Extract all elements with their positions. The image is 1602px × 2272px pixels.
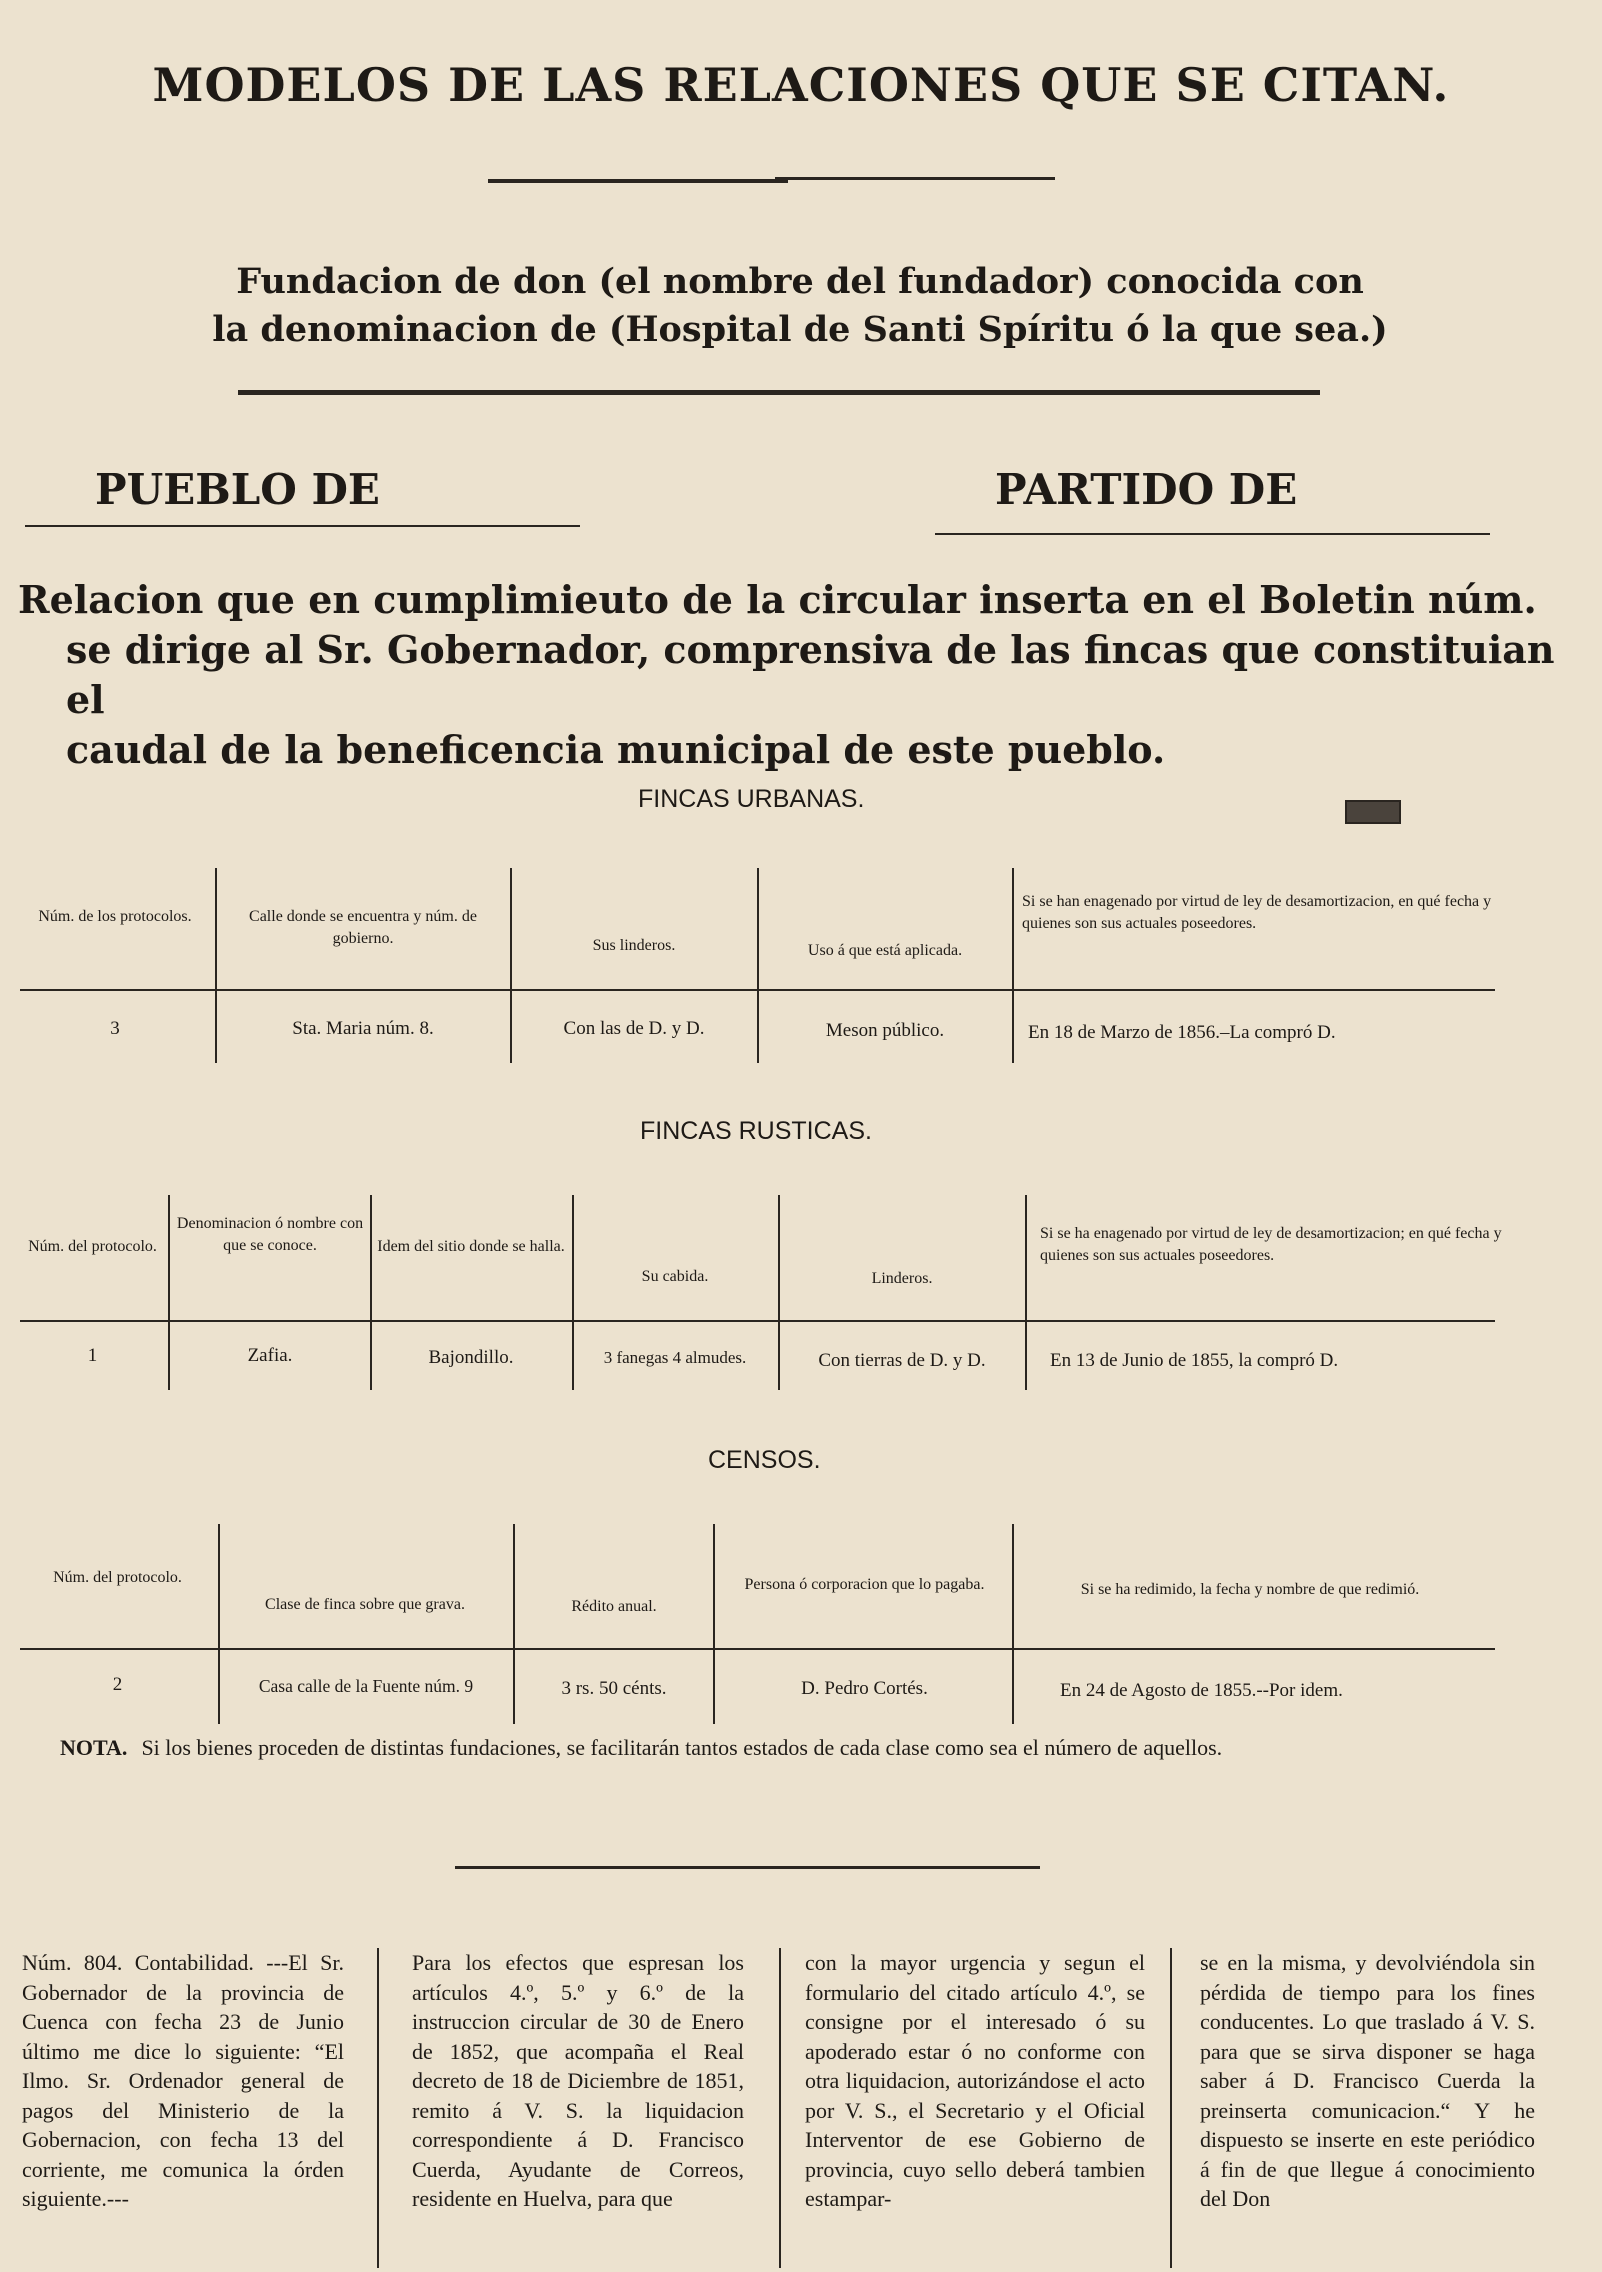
rusticas-header: Linderos.	[871, 1270, 933, 1287]
column-2: Para los efectos que espresan los artículos 4.º, 5.º y 6.º de la instruccion circular de 30 de Enero de 1852, que acompaña el Real decreto de 18 de Diciembre de 1851, remito á V. S. la liquidacion correspondiente á D. Francisco Cuerda, Ayudante de Correos, residente en Huelva, para que	[412, 1950, 744, 2211]
rusticas-cell: 3 fanegas 4 almudes.	[603, 1348, 747, 1367]
stamp-icon	[1345, 800, 1401, 824]
relacion-line-1: Relacion que en cumplimieuto de la circular inserta en el Boletin núm.	[18, 577, 1537, 622]
rusticas-header: Su cabida.	[641, 1268, 709, 1285]
censos-cell: D. Pedro Cortés.	[801, 1678, 928, 1699]
urbanas-header-rule	[20, 989, 1495, 991]
subtitle-line-1: Fundacion de don (el nombre del fundador) conocida con	[236, 261, 1364, 302]
nota-label: NOTA.	[60, 1735, 128, 1760]
rusticas-col-divider	[1025, 1195, 1027, 1390]
censos-col-divider	[513, 1524, 515, 1724]
urbanas-header: Si se han enagenado por virtud de ley de desamortizacion, en qué fecha y quienes son sus actuales poseedores.	[1022, 893, 1492, 932]
column-1: Núm. 804. Contabilidad. ---El Sr. Gobernador de la provincia de Cuenca con fecha 23 de Junio último me dice lo siguiente: “El Ilmo. Sr. Ordenador general de pagos del Ministerio de la Gobernacion, con fecha 13 del corriente, me comunica la órden siguiente.---	[22, 1950, 344, 2211]
page-title: MODELOS DE LAS RELACIONES QUE SE CITAN.	[152, 58, 1450, 112]
censos-header: Persona ó corporacion que lo pagaba.	[744, 1576, 985, 1593]
rusticas-header: Idem del sitio donde se halla.	[377, 1238, 565, 1255]
partido-rule	[935, 533, 1490, 535]
rusticas-col-divider	[168, 1195, 170, 1390]
urbanas-header: Calle donde se encuentra y núm. de gobierno.	[249, 908, 477, 947]
urbanas-header: Uso á que está aplicada.	[807, 942, 963, 959]
censos-header: Núm. del protocolo.	[53, 1569, 182, 1586]
title-rule	[488, 179, 788, 183]
subtitle-line-2: la denominacion de (Hospital de Santi Spíritu ó la que sea.)	[212, 309, 1388, 350]
censos-col-divider	[713, 1524, 715, 1724]
foundation-subtitle	[100, 258, 1500, 354]
urbanas-header: Núm. de los protocolos.	[38, 908, 192, 925]
censos-col-divider	[1012, 1524, 1014, 1724]
column-3: con la mayor urgencia y segun el formulario del citado artículo 4.º, se consigne por el interesado ó su apoderado estar ó no conforme con otra liquidacion, autorizándose el acto por V. S., el Secretario y el Oficial Interventor de ese Gobierno de provincia, cuyo sello deberá tambien estampar-	[805, 1950, 1145, 2211]
rusticas-cell: Bajondillo.	[428, 1347, 514, 1368]
censos-cell: Casa calle de la Fuente núm. 9	[258, 1676, 474, 1696]
column-divider	[779, 1948, 781, 2268]
rusticas-col-divider	[778, 1195, 780, 1390]
censos-title: CENSOS.	[708, 1446, 821, 1474]
censos-header: Si se ha redimido, la fecha y nombre de que redimió.	[1080, 1581, 1420, 1598]
nota-paragraph	[60, 1735, 1580, 1761]
column-divider	[1170, 1948, 1172, 2268]
urbanas-col-divider	[215, 868, 217, 1063]
urbanas-cell: Sta. Maria núm. 8.	[292, 1018, 434, 1039]
title-rule-2	[775, 177, 1055, 180]
pueblo-rule	[25, 525, 580, 527]
urbanas-col-divider	[757, 868, 759, 1063]
rusticas-cell: En 13 de Junio de 1855, la compró D.	[1050, 1350, 1339, 1371]
relacion-line-2: se dirige al Sr. Gobernador, comprensiva de las fincas que constituian el	[66, 627, 1555, 722]
rusticas-cell: Zafia.	[247, 1345, 293, 1366]
column-divider	[377, 1948, 379, 2268]
subtitle-rule	[238, 390, 1320, 395]
censos-cell: 3 rs. 50 cénts.	[561, 1678, 667, 1699]
censos-cell: 2	[112, 1674, 123, 1695]
pueblo-label: PUEBLO DE	[95, 465, 380, 514]
censos-header: Clase de finca sobre que grava.	[265, 1596, 465, 1613]
partido-label: PARTIDO DE	[995, 465, 1298, 514]
urbanas-header: Sus linderos.	[592, 937, 676, 954]
rusticas-cell: Con tierras de D. y D.	[818, 1350, 986, 1371]
urbanas-cell: Con las de D. y D.	[563, 1018, 705, 1039]
rusticas-header: Si se ha enagenado por virtud de ley de desamortizacion; en qué fecha y quienes son sus actuales poseedores.	[1040, 1225, 1502, 1264]
columns-rule	[455, 1866, 1040, 1869]
urbanas-col-divider	[510, 868, 512, 1063]
rusticas-header: Denominacion ó nombre con que se conoce.	[176, 1215, 364, 1254]
rusticas-title: FINCAS RUSTICAS.	[640, 1117, 872, 1145]
urbanas-col-divider	[1012, 868, 1014, 1063]
rusticas-col-divider	[370, 1195, 372, 1390]
rusticas-col-divider	[572, 1195, 574, 1390]
nota-text: Si los bienes proceden de distintas fundaciones, se facilitarán tantos estados de cada clase como sea el número de aquellos.	[141, 1735, 1223, 1760]
rusticas-header-rule	[20, 1320, 1495, 1322]
rusticas-cell: 1	[87, 1345, 98, 1366]
urbanas-cell: 3	[110, 1018, 120, 1039]
column-4: se en la misma, y devolviéndola sin pérdida de tiempo para los fines conducentes. Lo que traslado á V. S. para que se sirva disponer se haga saber á D. Francisco Cuerda la preinserta comunicacion.“ Y he dispuesto se inserte en este periódico á fin de que llegue á conocimiento del Don	[1200, 1950, 1535, 2211]
urbanas-title: FINCAS URBANAS.	[638, 785, 865, 813]
relacion-line-3: caudal de la beneficencia municipal de este pueblo.	[66, 727, 1166, 772]
rusticas-header: Núm. del protocolo.	[28, 1238, 157, 1255]
censos-header: Rédito anual.	[571, 1598, 657, 1615]
urbanas-cell: Meson público.	[825, 1020, 945, 1041]
censos-cell: En 24 de Agosto de 1855.--Por idem.	[1060, 1680, 1343, 1701]
urbanas-cell: En 18 de Marzo de 1856.–La compró D.	[1028, 1022, 1336, 1043]
relacion-heading	[18, 575, 1578, 775]
censos-header-rule	[20, 1648, 1495, 1650]
